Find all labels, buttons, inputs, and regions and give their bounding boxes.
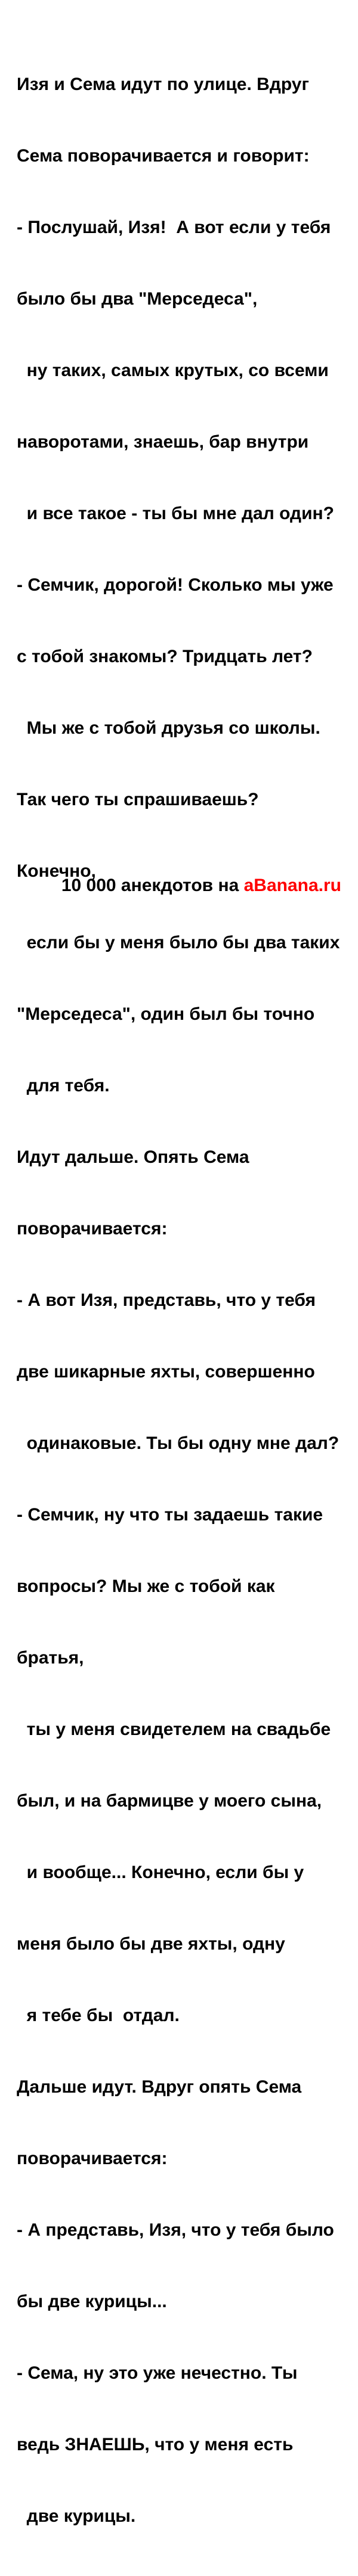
joke-line: - Сема, ну это уже нечестно. Ты: [17, 2363, 298, 2383]
joke-line: и вообще... Конечно, если бы у: [17, 1863, 304, 1882]
joke-line: наворотами, знаешь, бар внутри: [17, 432, 309, 452]
joke-line: был, и на бармицве у моего сына,: [17, 1791, 322, 1811]
joke-line: - Послушай, Изя! А вот если у тебя: [17, 218, 331, 237]
site-name-text: aBanana.ru: [243, 876, 341, 895]
joke-line: вопросы? Мы же с тобой как: [17, 1576, 275, 1596]
joke-line: две курицы.: [17, 2506, 136, 2526]
joke-line: с тобой знакомы? Тридцать лет?: [17, 647, 313, 666]
joke-line: Дальше идут. Вдруг опять Сема: [17, 2077, 302, 2097]
joke-line: ведь ЗНАЕШЬ, что у меня есть: [17, 2435, 294, 2454]
joke-line: я тебе бы отдал.: [17, 2006, 180, 2025]
joke-line: Изя и Сема идут по улице. Вдруг: [17, 75, 309, 94]
joke-line: поворачивается:: [17, 1219, 168, 1239]
joke-line: для тебя.: [17, 1076, 110, 1095]
footer-watermark: [61, 874, 341, 898]
joke-line: ну таких, самых крутых, со всеми: [17, 361, 329, 380]
joke-line: бы две курицы...: [17, 2292, 167, 2311]
joke-line: одинаковые. Ты бы одну мне дал?: [17, 1433, 340, 1453]
joke-line: меня было бы две яхты, одну: [17, 1934, 285, 1954]
joke-line: - Семчик, дорогой! Сколько мы уже: [17, 575, 334, 595]
joke-line: - А представь, Изя, что у тебя было: [17, 2220, 334, 2240]
joke-line: было бы два "Мерседеса",: [17, 289, 258, 309]
joke-line: поворачивается:: [17, 2149, 168, 2168]
joke-line: Мы же с тобой друзья со школы.: [17, 718, 320, 738]
joke-line: Конечно,: [17, 861, 96, 881]
joke-line: ты у меня свидетелем на свадьбе: [17, 1720, 331, 1739]
joke-line: - А вот Изя, представь, что у тебя: [17, 1290, 316, 1310]
joke-line: - Семчик, ну что ты задаешь такие: [17, 1505, 323, 1525]
joke-line: братья,: [17, 1648, 84, 1668]
joke-line: Идут дальше. Опять Сема: [17, 1147, 249, 1167]
joke-text-block: [17, 25, 354, 2576]
joke-line: "Мерседеса", один был бы точно: [17, 1004, 315, 1024]
joke-line: Так чего ты спрашиваешь?: [17, 790, 259, 809]
joke-line: если бы у меня было бы два таких: [17, 933, 340, 952]
joke-line: Сема поворачивается и говорит:: [17, 146, 310, 166]
joke-line: и все такое - ты бы мне дал один?: [17, 504, 334, 523]
joke-line: две шикарные яхты, совершенно: [17, 1362, 315, 1382]
footer-label: 10 000 анекдотов на: [61, 876, 244, 895]
